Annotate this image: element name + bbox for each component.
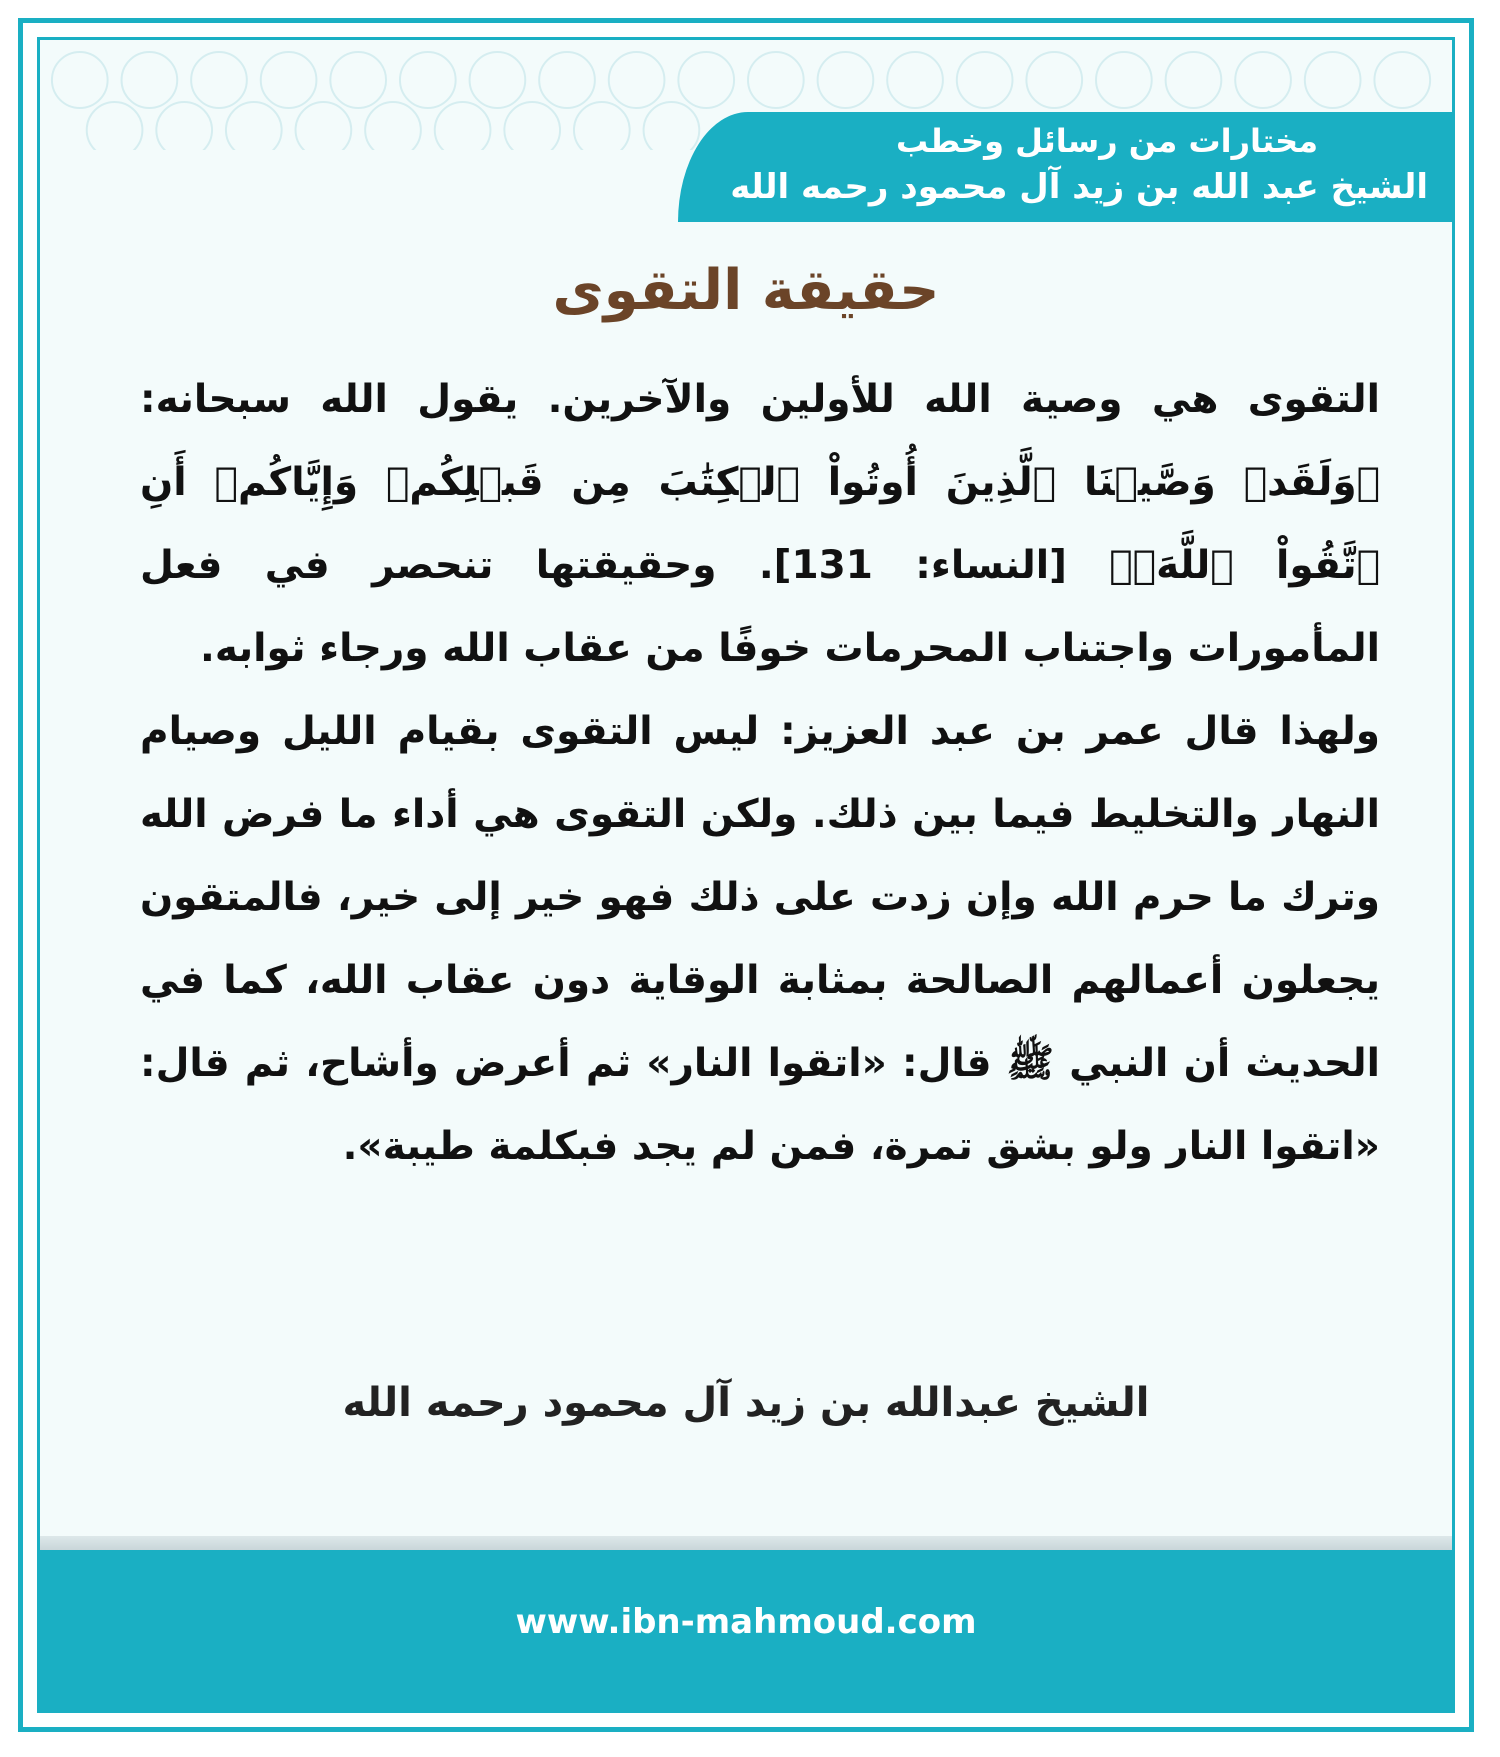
paragraph-1: التقوى هي وصية الله للأولين والآخرين. يقول الله سبحانه: ﴿وَلَقَدۡ وَصَّيۡنَا ٱلَّذِينَ أُوتُواْ ٱلۡكِتَٰبَ مِن قَبۡلِكُمۡ وَإِيَّاكُمۡ أَنِ ٱتَّقُواْ ٱللَّهَۚ﴾ [النساء: 131]. وحقيقتها تنحصر في فعل المأمورات واجتناب المحرمات خوفًا من عقاب الله ورجاء ثوابه. — [140, 377, 1380, 671]
outer-frame — [18, 18, 1474, 1732]
header-subtitle: مختارات من رسائل وخطب — [895, 122, 1318, 160]
header-banner — [678, 112, 1455, 222]
website-link[interactable]: www.ibn-mahmoud.com — [515, 1602, 977, 1642]
header-author: الشيخ عبد الله بن زيد آل محمود رحمه الله — [730, 167, 1428, 207]
article-body — [140, 358, 1380, 1188]
footer-divider — [40, 1536, 1452, 1550]
author-signature: الشيخ عبدالله بن زيد آل محمود رحمه الله — [342, 1380, 1150, 1426]
inner-panel — [37, 37, 1455, 1713]
page-title: حقيقة التقوى — [552, 258, 940, 323]
paragraph-2: ولهذا قال عمر بن عبد العزيز: ليس التقوى بقيام الليل وصيام النهار والتخليط فيما بين ذلك. ولكن التقوى هي أداء ما فرض الله وترك ما حرم الله وإن زدت على ذلك فهو خير إلى خير، فالمتقون يجعلون أعمالهم الصالحة بمثابة الوقاية دون عقاب الله، كما في الحديث أن النبي ﷺ قال: «اتقوا النار» ثم أعرض وأشاح، ثم قال: «اتقوا النار ولو بشق تمرة، فمن لم يجد فبكلمة طيبة». — [140, 709, 1380, 1169]
footer-banner — [40, 1550, 1452, 1710]
